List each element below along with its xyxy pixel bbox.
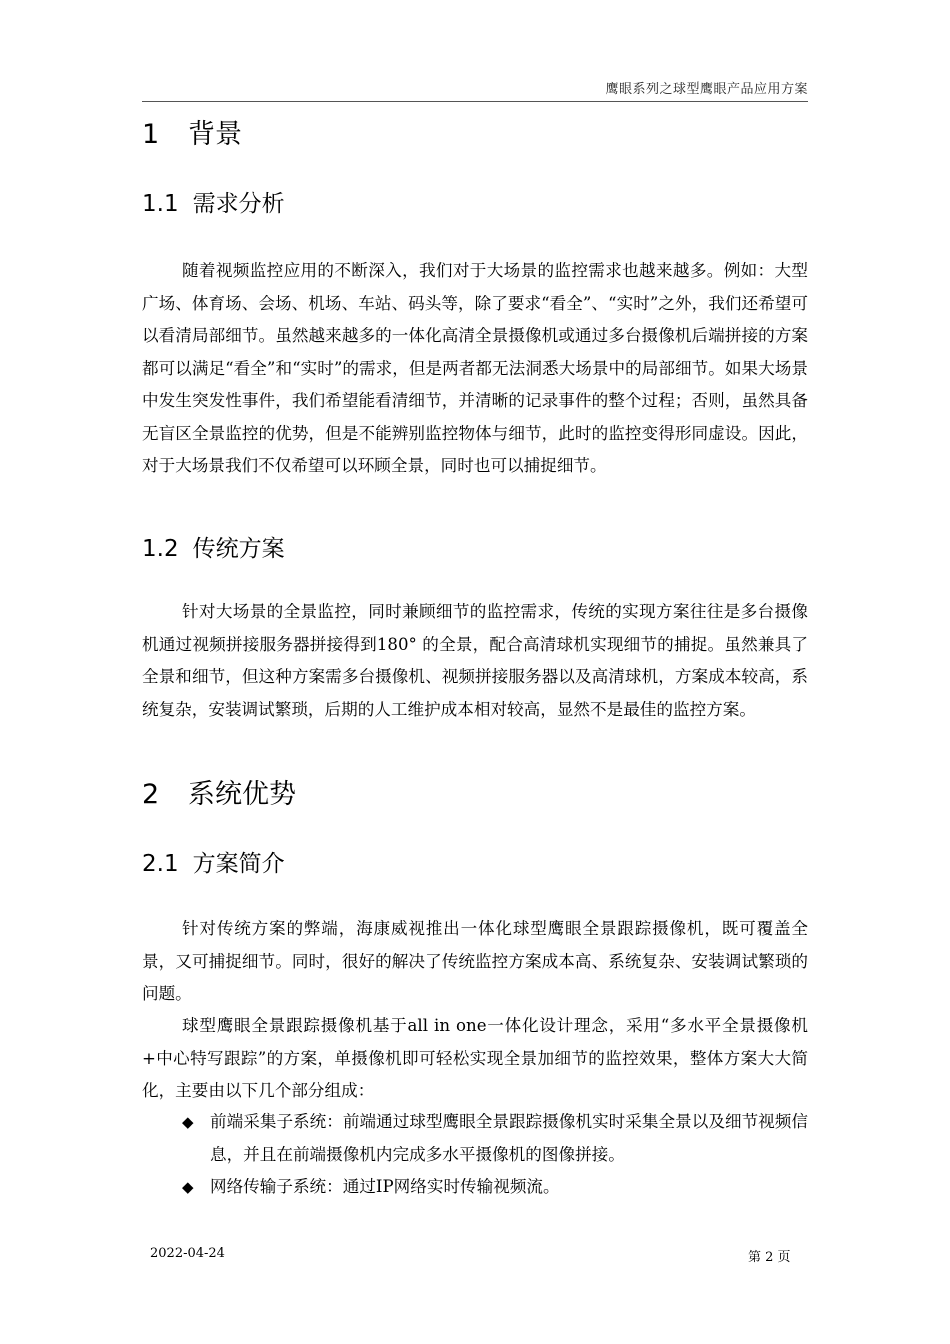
- footer-date: 2022-04-24: [150, 1246, 225, 1261]
- bullet-text: 前端采集子系统：前端通过球型鹰眼全景跟踪摄像机实时采集全景以及细节视频信息，并且在前端摄像机内完成多水平摄像机的图像拼接。: [210, 1112, 808, 1164]
- heading-title: 需求分析: [192, 191, 285, 217]
- heading-section-2-1: [142, 845, 285, 878]
- bullet-item-network: [182, 1171, 808, 1204]
- heading-section-1-2: [142, 530, 285, 563]
- paragraph-demand-analysis: 随着视频监控应用的不断深入，我们对于大场景的监控需求也越来越多。例如：大型广场、体育场、会场、机场、车站、码头等，除了要求“看全”、“实时”之外，我们还希望可以看清局部细节。虽然越来越多的一体化高清全景摄像机或通过多台摄像机后端拼接的方案都可以满足“看全”和“实时”的需求，但是两者都无法洞悉大场景中的局部细节。如果大场景中发生突发性事件，我们希望能看清细节，并清晰的记录事件的整个过程；否则，虽然具备无盲区全景监控的优势，但是不能辨别监控物体与细节，此时的监控变得形同虚设。因此，对于大场景我们不仅希望可以环顾全景，同时也可以捕捉细节。: [142, 261, 808, 475]
- bullet-item-frontend: [182, 1106, 808, 1171]
- heading-number: 2: [142, 779, 160, 810]
- footer-page-number: 第 2 页: [748, 1250, 791, 1265]
- heading-title: 方案简介: [192, 851, 285, 877]
- heading-number: 2.1: [142, 851, 179, 877]
- heading-title: 传统方案: [192, 536, 285, 562]
- running-header: 鹰眼系列之球型鹰眼产品应用方案: [605, 82, 808, 97]
- paragraph-traditional-solution: 针对大场景的全景监控，同时兼顾细节的监控需求，传统的实现方案往往是多台摄像机通过视频拼接服务器拼接得到180° 的全景，配合高清球机实现细节的捕捉。虽然兼具了全景和细节，但这种方案需多台摄像机、视频拼接服务器以及高清球机，方案成本较高，系统复杂，安装调试繁琐，后期的人工维护成本相对较高，显然不是最佳的监控方案。: [142, 602, 808, 719]
- diamond-bullet-icon: ◆: [182, 1178, 194, 1196]
- heading-title: 系统优势: [188, 779, 296, 810]
- paragraph-solution-intro: 针对传统方案的弊端，海康威视推出一体化球型鹰眼全景跟踪摄像机，既可覆盖全景，又可捕捉细节。同时，很好的解决了传统监控方案成本高、系统复杂、安装调试繁琐的问题。: [142, 919, 808, 1003]
- bullet-text: 网络传输子系统：通过IP网络实时传输视频流。: [210, 1177, 560, 1196]
- paragraph-solution-composition: 球型鹰眼全景跟踪摄像机基于all in one一体化设计理念，采用“多水平全景摄像机+中心特写跟踪”的方案，单摄像机即可轻松实现全景加细节的监控效果，整体方案大大简化，主要由以下几个部分组成：: [142, 1016, 808, 1100]
- heading-section-1-1: [142, 185, 285, 218]
- heading-section-1: [142, 112, 242, 151]
- heading-number: 1.2: [142, 536, 179, 562]
- diamond-bullet-icon: ◆: [182, 1113, 194, 1131]
- heading-number: 1.1: [142, 191, 179, 217]
- header-rule: [142, 101, 808, 102]
- heading-number: 1: [142, 119, 160, 150]
- heading-section-2: [142, 772, 296, 811]
- heading-title: 背景: [188, 119, 242, 150]
